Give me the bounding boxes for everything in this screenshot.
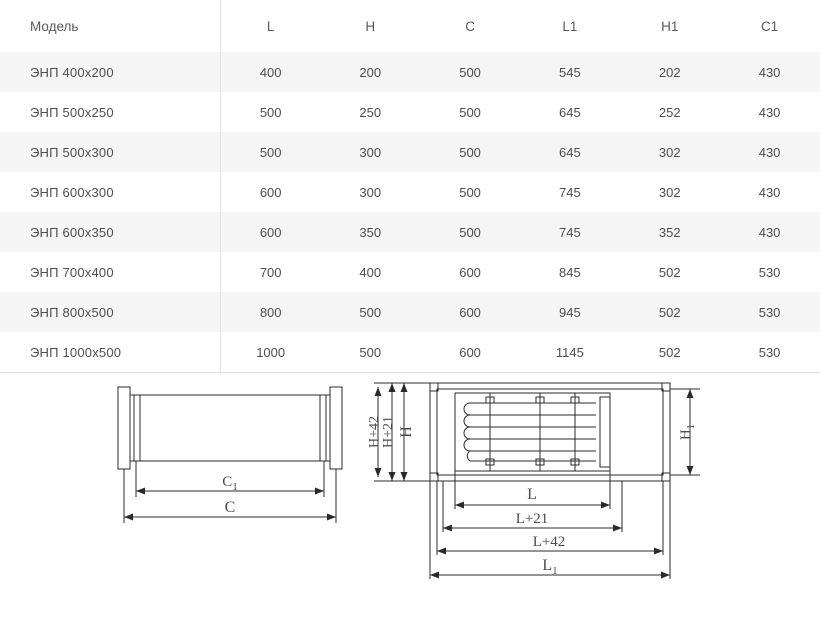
cell-l1: 845: [559, 264, 581, 280]
cell-model: ЭНП 800х500: [0, 292, 221, 332]
cell-c: 500: [459, 184, 481, 200]
cell-h: 200: [320, 52, 420, 92]
cell-l1: 745: [559, 184, 581, 200]
cell-l1: 645: [520, 132, 620, 172]
cell-c: 600: [459, 264, 481, 280]
column-header-h1: H1: [661, 18, 679, 34]
table-header: [0, 0, 820, 52]
technical-drawing: [0, 373, 820, 618]
column-header-l: L: [266, 18, 275, 34]
cell-c1: 430: [758, 184, 781, 200]
cell-h: 300: [320, 132, 420, 172]
cell-model: ЭНП 600х300: [0, 172, 221, 212]
label-l: L: [527, 486, 537, 503]
cell-c: 500: [459, 104, 481, 120]
cell-c: 600: [459, 344, 481, 360]
label-c: C: [224, 499, 236, 516]
cell-h1: 202: [620, 52, 720, 92]
table-row: [0, 332, 820, 372]
cell-l: 600: [221, 212, 321, 252]
cell-h1: 352: [620, 212, 720, 252]
cell-c1: 530: [720, 292, 820, 332]
cell-model: ЭНП 600х350: [0, 212, 221, 252]
table-row: [0, 52, 820, 92]
cell-c1: 430: [720, 132, 820, 172]
cell-l: 600: [259, 184, 282, 200]
label-l-plus-42: L+42: [532, 534, 566, 550]
column-header-h: H: [365, 18, 376, 34]
cell-c1: 430: [720, 212, 820, 252]
cell-c1: 530: [758, 264, 781, 280]
cell-l: 400: [221, 52, 321, 92]
table-row: [0, 212, 820, 252]
cell-h1: 502: [658, 344, 681, 360]
cell-c1: 530: [758, 344, 781, 360]
cell-h1: 302: [658, 184, 681, 200]
cell-c: 500: [420, 212, 520, 252]
cell-l: 700: [259, 264, 282, 280]
cell-h1: 302: [620, 132, 720, 172]
column-header-c: C: [465, 18, 475, 34]
cell-h: 400: [359, 264, 382, 280]
cell-c: 600: [420, 292, 520, 332]
cell-c: 500: [420, 132, 520, 172]
cell-c: 500: [420, 52, 520, 92]
label-l1: $L_1$: [542, 557, 558, 577]
table-row: [0, 92, 820, 132]
table-header-row: [0, 0, 820, 52]
table-body: [0, 52, 820, 372]
cell-l1: 1145: [555, 344, 584, 360]
cell-l: 800: [221, 292, 321, 332]
cell-l1: 745: [520, 212, 620, 252]
cell-model: ЭНП 400х200: [0, 52, 221, 92]
cell-l1: 545: [520, 52, 620, 92]
label-h: H: [398, 426, 415, 438]
cell-model: ЭНП 500х300: [0, 132, 221, 172]
front-view-drawing: [430, 383, 670, 481]
cell-l: 500: [259, 104, 282, 120]
cell-l1: 945: [520, 292, 620, 332]
table-row: [0, 132, 820, 172]
cell-h: 350: [320, 212, 420, 252]
cell-h1: 502: [620, 292, 720, 332]
column-header-l1: L1: [562, 18, 578, 34]
label-h-plus-42: H+42: [367, 415, 382, 449]
cell-h: 500: [320, 292, 420, 332]
cell-l1: 645: [559, 104, 581, 120]
table-row: [0, 252, 820, 292]
cell-l: 500: [221, 132, 321, 172]
cell-c1: 430: [758, 104, 781, 120]
table-row: [0, 292, 820, 332]
cell-model: ЭНП 700х400: [0, 252, 221, 292]
cell-model: ЭНП 500х250: [0, 92, 221, 132]
cell-h: 250: [359, 104, 382, 120]
table-row: [0, 172, 820, 212]
cell-model: ЭНП 1000х500: [0, 332, 221, 372]
cell-h1: 502: [658, 264, 681, 280]
label-l-plus-21: L+21: [515, 511, 549, 527]
cell-l: 1000: [256, 344, 286, 360]
cell-h: 300: [359, 184, 382, 200]
label-h1: $H_1$: [678, 423, 697, 441]
column-header-model: Модель: [0, 0, 221, 52]
cell-h1: 252: [658, 104, 681, 120]
cell-h: 500: [359, 344, 382, 360]
label-h-plus-21: H+21: [381, 415, 396, 449]
column-header-c1: C1: [760, 18, 779, 34]
cell-c1: 430: [720, 52, 820, 92]
label-c1: $C_1$: [222, 474, 238, 493]
